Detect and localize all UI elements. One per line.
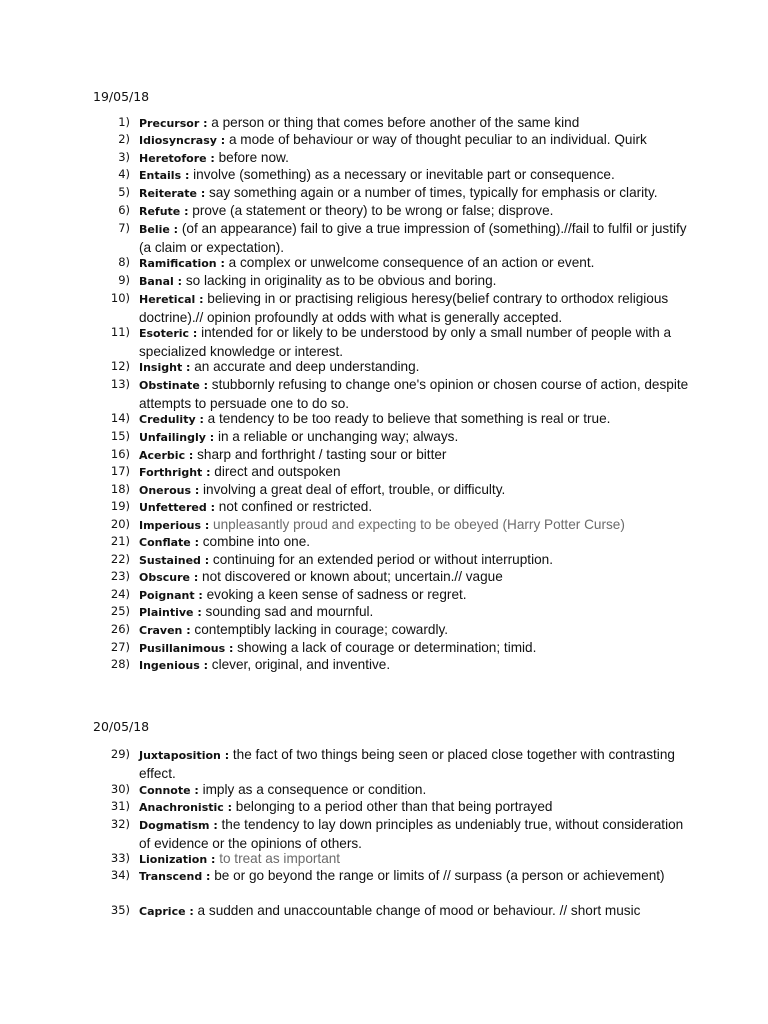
- vocab-definition: a tendency to be too ready to believe that something is real or true.: [203, 411, 611, 426]
- vocab-definition: direct and outspoken: [210, 464, 341, 479]
- vocab-term: Insight :: [139, 361, 191, 374]
- vocab-term: Anachronistic :: [139, 801, 233, 814]
- vocab-definition: not discovered or known about; uncertain.// vague: [198, 569, 503, 584]
- vocab-term: Unfailingly :: [139, 431, 215, 444]
- item-text: [139, 220, 694, 256]
- item-text: [139, 798, 694, 817]
- vocab-term: Imperious :: [139, 519, 210, 532]
- item-text: [139, 184, 694, 203]
- item-text: [139, 850, 694, 869]
- item-text: [139, 498, 694, 517]
- vocab-definition: imply as a consequence or condition.: [198, 782, 427, 797]
- vocab-definition: continuing for an extended period or without interruption.: [209, 552, 553, 567]
- vocab-definition: the fact of two things being seen or placed close together with contrasting effect.: [139, 747, 675, 781]
- item-number: 20): [110, 517, 130, 531]
- item-text: [139, 114, 694, 133]
- item-text: [139, 568, 694, 587]
- vocab-term: Obscure :: [139, 571, 199, 584]
- item-text: [139, 358, 694, 377]
- vocab-term: Pusillanimous :: [139, 642, 234, 655]
- vocab-definition: unpleasantly proud and expecting to be obeyed (Harry Potter Curse): [209, 517, 625, 532]
- item-number: 18): [110, 482, 130, 496]
- item-text: [139, 131, 694, 150]
- vocab-term: Plaintive :: [139, 606, 202, 619]
- vocab-term: Acerbic :: [139, 449, 194, 462]
- vocab-definition: showing a lack of courage or determination; timid.: [233, 640, 537, 655]
- item-number: 7): [118, 221, 130, 235]
- vocab-definition: combine into one.: [198, 534, 311, 549]
- item-number: 34): [110, 868, 130, 882]
- item-number: 19): [110, 499, 130, 513]
- vocab-definition: an accurate and deep understanding.: [190, 359, 420, 374]
- item-number: 22): [110, 552, 130, 566]
- vocab-definition: a mode of behaviour or way of thought peculiar to an individual. Quirk: [225, 132, 647, 147]
- vocab-definition: so lacking in originality as to be obvious and boring.: [182, 273, 497, 288]
- item-number: 10): [110, 291, 130, 305]
- item-text: [139, 902, 694, 921]
- vocab-term: Entails :: [139, 169, 190, 182]
- item-text: [139, 621, 694, 640]
- vocab-definition: stubbornly refusing to change one's opinion or chosen course of action, despite attempts to persuade one to do so.: [139, 377, 689, 411]
- vocab-term: Heretical :: [139, 293, 204, 306]
- vocab-term: Connote :: [139, 784, 199, 797]
- item-number: 2): [118, 132, 130, 146]
- vocab-term: Ingenious :: [139, 659, 209, 672]
- item-number: 13): [110, 377, 130, 391]
- vocab-definition: involving a great deal of effort, trouble, or difficulty.: [199, 482, 506, 497]
- item-text: [139, 446, 694, 465]
- vocab-term: Onerous :: [139, 484, 200, 497]
- item-text: [139, 428, 694, 447]
- item-number: 30): [110, 782, 130, 796]
- item-text: [139, 463, 694, 482]
- vocab-definition: a person or thing that comes before another of the same kind: [207, 115, 580, 130]
- vocab-term: Conflate :: [139, 536, 199, 549]
- vocab-term: Lionization :: [139, 853, 216, 866]
- vocab-definition: prove (a statement or theory) to be wrong or false; disprove.: [188, 203, 554, 218]
- item-text: [139, 586, 694, 605]
- vocab-definition: belonging to a period other than that being portrayed: [232, 799, 553, 814]
- item-text: [139, 376, 694, 412]
- item-text: [139, 516, 694, 535]
- item-text: [139, 746, 694, 782]
- vocab-definition: before now.: [214, 150, 289, 165]
- item-number: 27): [110, 640, 130, 654]
- item-text: [139, 867, 694, 886]
- vocab-term: Craven :: [139, 624, 191, 637]
- item-number: 25): [110, 604, 130, 618]
- vocab-definition: a sudden and unaccountable change of mood or behaviour. // short music: [193, 903, 641, 918]
- vocab-term: Dogmatism :: [139, 819, 218, 832]
- item-text: [139, 324, 694, 360]
- item-text: [139, 481, 694, 500]
- vocab-term: Transcend :: [139, 870, 211, 883]
- item-text: [139, 202, 694, 221]
- vocab-term: Unfettered :: [139, 501, 215, 514]
- item-text: [139, 149, 694, 168]
- item-number: 6): [118, 203, 130, 217]
- vocab-definition: clever, original, and inventive.: [208, 657, 391, 672]
- item-number: 5): [118, 185, 130, 199]
- vocab-definition: be or go beyond the range or limits of // surpass (a person or achievement): [210, 868, 665, 883]
- item-number: 11): [110, 325, 130, 339]
- vocab-definition: in a reliable or unchanging way; always.: [214, 429, 459, 444]
- item-number: 28): [110, 657, 130, 671]
- vocab-term: Ramification :: [139, 257, 225, 270]
- vocab-term: Caprice :: [139, 905, 194, 918]
- vocab-definition: involve (something) as a necessary or inevitable part or consequence.: [189, 167, 615, 182]
- vocab-definition: sounding sad and mournful.: [201, 604, 374, 619]
- vocab-definition: contemptibly lacking in courage; cowardly.: [190, 622, 449, 637]
- item-text: [139, 272, 694, 291]
- section-date: 19/05/18: [93, 89, 150, 104]
- item-number: 16): [110, 447, 130, 461]
- vocab-term: Heretofore :: [139, 152, 215, 165]
- item-text: [139, 410, 694, 429]
- item-number: 9): [118, 273, 130, 287]
- item-text: [139, 551, 694, 570]
- vocab-term: Refute :: [139, 205, 189, 218]
- vocab-definition: evoking a keen sense of sadness or regret.: [202, 587, 467, 602]
- vocab-term: Belie :: [139, 223, 179, 236]
- item-number: 14): [110, 411, 130, 425]
- item-number: 32): [110, 817, 130, 831]
- item-number: 31): [110, 799, 130, 813]
- item-number: 3): [118, 150, 130, 164]
- item-number: 35): [110, 903, 130, 917]
- item-number: 8): [118, 255, 130, 269]
- vocab-term: Esoteric :: [139, 327, 198, 340]
- vocab-term: Credulity :: [139, 413, 204, 426]
- vocab-term: Sustained :: [139, 554, 210, 567]
- vocab-definition: intended for or likely to be understood by only a small number of people with a specialized knowledge or interest.: [139, 325, 672, 359]
- vocab-definition: a complex or unwelcome consequence of an action or event.: [224, 255, 595, 270]
- item-text: [139, 603, 694, 622]
- item-number: 21): [110, 534, 130, 548]
- vocab-term: Juxtaposition :: [139, 749, 230, 762]
- vocab-term: Banal :: [139, 275, 183, 288]
- section-date: 20/05/18: [93, 719, 150, 734]
- item-number: 33): [110, 851, 130, 865]
- item-number: 12): [110, 359, 130, 373]
- vocab-definition: not confined or restricted.: [214, 499, 373, 514]
- item-text: [139, 290, 694, 326]
- item-text: [139, 656, 694, 675]
- vocab-definition: the tendency to lay down principles as undeniably true, without consideration of evidence or the opinions of others.: [139, 817, 684, 851]
- vocab-term: Obstinate :: [139, 379, 209, 392]
- vocab-term: Reiterate :: [139, 187, 206, 200]
- vocab-definition: say something again or a number of times, typically for emphasis or clarity.: [205, 185, 658, 200]
- item-number: 23): [110, 569, 130, 583]
- item-text: [139, 254, 694, 273]
- item-number: 4): [118, 167, 130, 181]
- item-number: 24): [110, 587, 130, 601]
- vocab-definition: sharp and forthright / tasting sour or bitter: [193, 447, 447, 462]
- vocab-definition: to treat as important: [215, 851, 341, 866]
- item-number: 29): [110, 747, 130, 761]
- item-text: [139, 639, 694, 658]
- vocab-term: Forthright :: [139, 466, 211, 479]
- item-number: 26): [110, 622, 130, 636]
- item-text: [139, 781, 694, 800]
- vocab-term: Idiosyncrasy :: [139, 134, 226, 147]
- vocab-definition: (of an appearance) fail to give a true impression of (something).//fail to fulfil or justify (a claim or expectation).: [139, 221, 687, 255]
- item-number: 1): [118, 115, 130, 129]
- vocab-term: Poignant :: [139, 589, 203, 602]
- item-number: 15): [110, 429, 130, 443]
- vocab-definition: believing in or practising religious heresy(belief contrary to orthodox religious doctrine).// opinion profoundly at odds with what is generally accepted.: [139, 291, 669, 325]
- item-text: [139, 816, 694, 852]
- item-number: 17): [110, 464, 130, 478]
- vocab-term: Precursor :: [139, 117, 208, 130]
- item-text: [139, 533, 694, 552]
- item-text: [139, 166, 694, 185]
